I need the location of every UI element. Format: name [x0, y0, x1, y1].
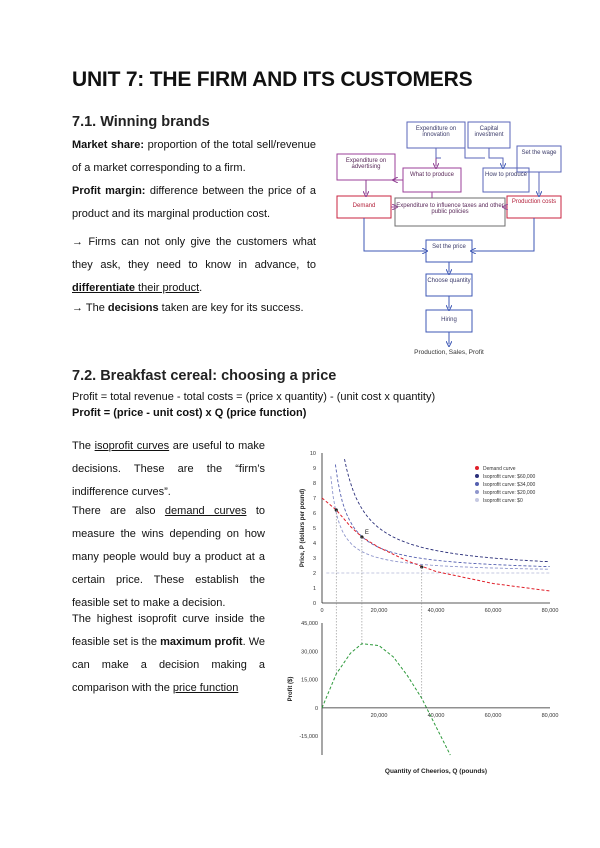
- max-profit-mid: . We can make a decision making a comparison with the: [72, 636, 265, 694]
- demand-curve: [322, 498, 550, 591]
- legend-label: Isoprofit curve: $0: [483, 498, 523, 504]
- legend-marker: [475, 490, 479, 494]
- differentiate-text: → Firms can not only give the customers what they ask, they need to know in advance, to: [72, 236, 316, 271]
- differentiate-tail: their product: [134, 282, 200, 294]
- legend-marker: [475, 498, 479, 502]
- legend-label: Isoprofit curve: $20,000: [483, 490, 536, 496]
- top-y-tick-label: 5: [312, 526, 316, 532]
- legend-marker: [475, 474, 479, 478]
- section-heading-breakfast-cereal: 7.2. Breakfast cereal: choosing a price: [72, 368, 337, 384]
- box-label-how-to-produce: How to produce: [484, 172, 528, 178]
- section-heading-winning-brands: 7.1. Winning brands: [72, 114, 210, 130]
- box-label-expenditure-advertising: Expenditure on advertising: [345, 158, 387, 170]
- demand-pre: There are also: [72, 505, 165, 517]
- box-label-capital-investment: Capital investment: [474, 126, 504, 138]
- bottom-y-axis-label: Profit ($): [288, 676, 294, 702]
- isoprofit-term: isoprofit curves: [94, 440, 170, 452]
- profit-margin-paragraph: [72, 180, 316, 226]
- top-x-tick-label: 60,000: [484, 608, 502, 614]
- differentiate-period: .: [199, 282, 203, 294]
- demand-term: demand curves: [164, 505, 247, 517]
- profit-function-curve: [322, 644, 450, 755]
- box-label-expenditure-influence: Expenditure to influence taxes and other public policies: [396, 203, 504, 215]
- box-label-demand: Demand: [352, 203, 376, 209]
- bottom-x-tick-label: 60,000: [484, 712, 502, 719]
- top-y-tick-label: 2: [312, 571, 316, 577]
- market-share-definition: proportion of the total sell/revenue of a market corresponding to a firm.: [72, 139, 316, 174]
- box-label-hiring: Hiring: [441, 317, 457, 323]
- profit-margin-definition: difference between the price of a product and its marginal production cost.: [72, 185, 316, 220]
- top-y-tick-label: 9: [312, 466, 316, 472]
- top-x-tick-label: 40,000: [427, 608, 445, 614]
- top-y-tick-label: 6: [312, 511, 316, 517]
- box-label-set-price: Set the price: [432, 244, 466, 250]
- isoprofit-paragraph: [72, 435, 265, 504]
- bottom-y-tick-label: 0: [314, 705, 318, 712]
- box-label-production-costs: Production costs: [511, 199, 557, 205]
- decisions-paragraph: [72, 297, 316, 320]
- top-y-tick-label: 0: [312, 601, 316, 607]
- box-label-set-wage: Set the wage: [521, 150, 557, 156]
- legend-marker: [475, 482, 479, 486]
- market-share-paragraph: [72, 134, 316, 180]
- bottom-y-tick-label: 30,000: [301, 649, 318, 656]
- isoprofit-pre: The: [72, 440, 95, 452]
- bottom-x-axis-label: Quantity of Cheerios, Q (pounds): [384, 768, 488, 775]
- price-function-term: price function: [172, 682, 239, 694]
- differentiate-term: differentiate: [72, 282, 135, 294]
- bottom-x-tick-label: 40,000: [427, 712, 445, 719]
- profit-margin-term: Profit margin:: [72, 185, 146, 197]
- profit-formula-2: Profit = (price - unit cost) x Q (price function): [72, 407, 307, 419]
- top-y-tick-label: 3: [312, 556, 316, 562]
- legend-label: Demand curve: [483, 466, 516, 472]
- box-label-choose-quantity: Choose quantity: [427, 278, 471, 284]
- bottom-y-tick-label: -15,000: [299, 734, 318, 741]
- decisions-pre: → The: [72, 302, 108, 314]
- diagram-footer: Production, Sales, Profit: [414, 349, 484, 356]
- top-y-tick-label: 1: [312, 586, 316, 592]
- legend-marker: [475, 466, 479, 470]
- bottom-y-tick-label: 15,000: [301, 677, 318, 684]
- bottom-x-tick-label: 80,000: [541, 712, 559, 719]
- differentiate-paragraph: [72, 231, 316, 300]
- box-label-what-to-produce: What to produce: [409, 172, 455, 178]
- top-x-tick-label: 80,000: [541, 608, 559, 614]
- market-share-term: Market share:: [72, 139, 145, 151]
- demand-paragraph: [72, 500, 265, 615]
- point-e-label: E: [364, 530, 369, 536]
- max-profit-term: maximum profit: [160, 636, 243, 648]
- demand-post: to measure the wins depending on how many people would buy a product at a certain price. These establish the feasible set to make a decision.: [72, 505, 265, 609]
- top-y-tick-label: 8: [312, 481, 316, 487]
- legend-label: Isoprofit curve: $34,000: [483, 482, 536, 488]
- top-y-axis-label: Price, P (dollars per pound): [300, 488, 306, 568]
- cereal-price-profit-chart: [280, 440, 570, 780]
- profit-formula-1: Profit = total revenue - total costs = (price x quantity) - (unit cost x quantity): [72, 391, 436, 403]
- top-y-tick-label: 4: [312, 541, 316, 547]
- decisions-post: taken are key for its success.: [158, 302, 304, 314]
- decisions-term: decisions: [107, 302, 159, 314]
- bottom-y-tick-label: 45,000: [301, 621, 318, 627]
- max-profit-pre: The highest isoprofit curve inside the feasible set is the: [72, 613, 265, 648]
- box-label-expenditure-innovation: Expenditure on innovation: [415, 126, 457, 138]
- legend-label: Isoprofit curve: $60,000: [483, 474, 536, 480]
- top-y-tick-label: 10: [309, 451, 316, 457]
- firm-decisions-diagram: [335, 118, 563, 360]
- bottom-x-tick-label: 20,000: [370, 712, 388, 719]
- max-profit-paragraph: [72, 608, 265, 700]
- page-title: UNIT 7: THE FIRM AND ITS CUSTOMERS: [72, 68, 473, 91]
- isoprofit-post: are useful to make decisions. These are the “firm’s indifference curves”.: [72, 440, 265, 498]
- top-x-tick-label: 0: [320, 608, 324, 614]
- top-x-tick-label: 20,000: [370, 608, 388, 614]
- top-y-tick-label: 7: [312, 496, 316, 502]
